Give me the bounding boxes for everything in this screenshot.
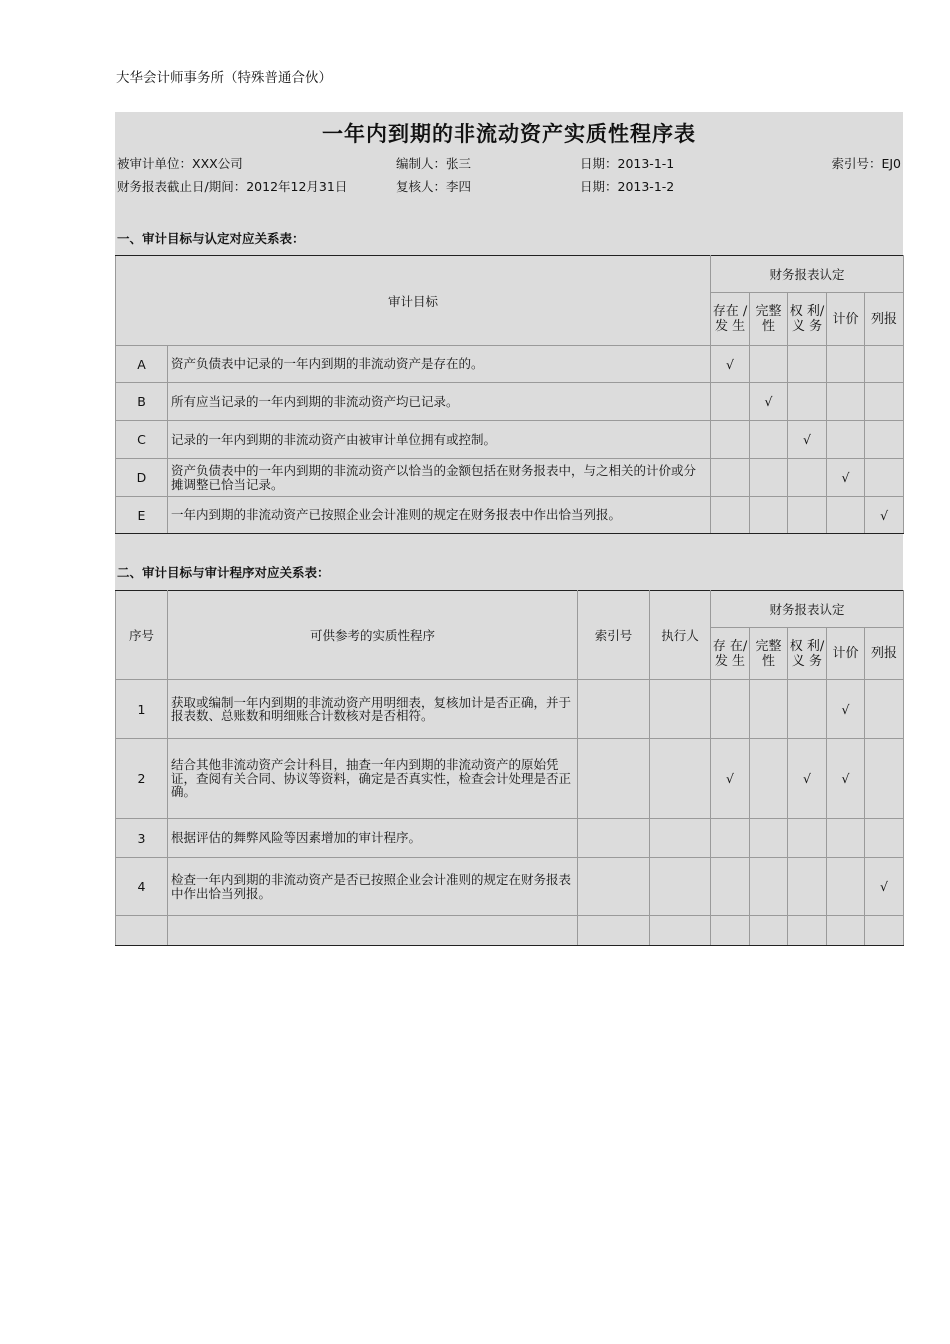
check-mark: √: [788, 421, 827, 459]
check-mark: [865, 459, 904, 497]
objective-id: A: [116, 346, 168, 383]
empty-cell: [116, 916, 168, 946]
procedure-no: 3: [116, 819, 168, 858]
check-mark: [865, 819, 904, 858]
objective-text: 资产负债表中记录的一年内到期的非流动资产是存在的。: [168, 346, 711, 383]
objective-id: E: [116, 497, 168, 534]
objective-procedure-table: [115, 590, 904, 946]
check-mark: [827, 383, 865, 421]
assertion-completeness: 完整 性: [750, 293, 788, 346]
assertion-presentation: 列报: [865, 293, 904, 346]
assertion-existence: 存 在/发 生: [711, 628, 750, 680]
section1-heading: 一、审计目标与认定对应关系表：: [117, 231, 305, 246]
check-mark: [865, 421, 904, 459]
check-mark: [711, 858, 750, 916]
check-mark: [788, 819, 827, 858]
reviewer: 复核人：李四: [396, 179, 472, 194]
check-mark: [711, 819, 750, 858]
procedure-text: 获取或编制一年内到期的非流动资产用明细表，复核加计是否正确，并于报表数、总账数和明细账合计数核对是否相符。: [168, 680, 578, 739]
assertion-existence: 存在 / 发 生: [711, 293, 750, 346]
assertion-rights: 权 利/义 务: [788, 628, 827, 680]
check-mark: √: [711, 346, 750, 383]
procedure-no: 4: [116, 858, 168, 916]
empty-cell: [827, 916, 865, 946]
check-mark: [750, 819, 788, 858]
empty-cell: [650, 916, 711, 946]
objective-text: 一年内到期的非流动资产已按照企业会计准则的规定在财务报表中作出恰当列报。: [168, 497, 711, 534]
ref-cell: [578, 680, 650, 739]
prepare-date: 日期：2013-1-1: [580, 156, 675, 171]
empty-cell: [578, 916, 650, 946]
check-mark: [865, 346, 904, 383]
check-mark: [750, 497, 788, 534]
table-row: [116, 497, 904, 534]
check-mark: √: [827, 680, 865, 739]
check-mark: [788, 459, 827, 497]
check-mark: [711, 680, 750, 739]
check-mark: [711, 459, 750, 497]
assertion-rights: 权 利/义 务: [788, 293, 827, 346]
objective-text: 资产负债表中的一年内到期的非流动资产以恰当的金额包括在财务报表中，与之相关的计价或分摊调整已恰当记录。: [168, 459, 711, 497]
check-mark: √: [711, 739, 750, 819]
ref-cell: [578, 858, 650, 916]
check-mark: [827, 858, 865, 916]
table-row: [116, 739, 904, 819]
table-row: [116, 346, 904, 383]
empty-cell: [750, 916, 788, 946]
table-row: [116, 680, 904, 739]
check-mark: √: [788, 739, 827, 819]
objective-id: B: [116, 383, 168, 421]
table-row: [116, 421, 904, 459]
executor-cell: [650, 819, 711, 858]
check-mark: [788, 383, 827, 421]
table-row: [116, 819, 904, 858]
ref-cell: [578, 739, 650, 819]
page-title: 一年内到期的非流动资产实质性程序表: [322, 122, 696, 146]
check-mark: [827, 421, 865, 459]
assertions-header: 财务报表认定: [711, 591, 904, 628]
check-mark: [711, 421, 750, 459]
check-mark: [750, 858, 788, 916]
check-mark: [788, 497, 827, 534]
check-mark: [750, 459, 788, 497]
executor-header: 执行人: [650, 591, 711, 680]
procedure-no: 1: [116, 680, 168, 739]
index-number: 索引号：EJ0: [831, 156, 901, 171]
check-mark: √: [750, 383, 788, 421]
worksheet: [115, 112, 903, 945]
check-mark: √: [865, 858, 904, 916]
check-mark: [750, 421, 788, 459]
check-mark: [750, 346, 788, 383]
check-mark: [750, 739, 788, 819]
objective-header: 审计目标: [116, 256, 711, 346]
executor-cell: [650, 739, 711, 819]
assertion-presentation: 列报: [865, 628, 904, 680]
empty-cell: [711, 916, 750, 946]
check-mark: √: [865, 497, 904, 534]
check-mark: [865, 680, 904, 739]
table-row-empty: [116, 916, 904, 946]
ref-cell: [578, 819, 650, 858]
check-mark: [865, 739, 904, 819]
check-mark: [788, 680, 827, 739]
firm-name: 大华会计师事务所（特殊普通合伙）: [116, 70, 332, 86]
preparer: 编制人：张三: [396, 156, 472, 171]
review-date: 日期：2013-1-2: [580, 179, 675, 194]
procedure-text: 检查一年内到期的非流动资产是否已按照企业会计准则的规定在财务报表中作出恰当列报。: [168, 858, 578, 916]
procedure-header: 可供参考的实质性程序: [168, 591, 578, 680]
assertion-completeness: 完整 性: [750, 628, 788, 680]
assertion-valuation: 计价: [827, 628, 865, 680]
procedure-text: 结合其他非流动资产会计科目，抽查一年内到期的非流动资产的原始凭证，查阅有关合同、协议等资料，确定是否真实性，检查会计处理是否正确。: [168, 739, 578, 819]
executor-cell: [650, 680, 711, 739]
objective-text: 所有应当记录的一年内到期的非流动资产均已记录。: [168, 383, 711, 421]
procedure-no: 2: [116, 739, 168, 819]
empty-cell: [788, 916, 827, 946]
objective-assertion-table: [115, 255, 904, 534]
report-period: 财务报表截止日/期间：2012年12月31日: [117, 179, 348, 194]
table-row: [116, 383, 904, 421]
check-mark: [865, 383, 904, 421]
check-mark: [750, 680, 788, 739]
check-mark: √: [827, 739, 865, 819]
assertion-valuation: 计价: [827, 293, 865, 346]
audited-entity: 被审计单位：XXX公司: [117, 156, 243, 171]
check-mark: [711, 383, 750, 421]
objective-id: C: [116, 421, 168, 459]
assertions-header: 财务报表认定: [711, 256, 904, 293]
table-row: [116, 459, 904, 497]
check-mark: [827, 497, 865, 534]
objective-id: D: [116, 459, 168, 497]
procedure-text: 根据评估的舞弊风险等因素增加的审计程序。: [168, 819, 578, 858]
check-mark: [788, 346, 827, 383]
check-mark: [827, 819, 865, 858]
section2-heading: 二、审计目标与审计程序对应关系表：: [117, 565, 330, 580]
table-row: [116, 858, 904, 916]
ref-header: 索引号: [578, 591, 650, 680]
objective-text: 记录的一年内到期的非流动资产由被审计单位拥有或控制。: [168, 421, 711, 459]
empty-cell: [168, 916, 578, 946]
check-mark: [788, 858, 827, 916]
check-mark: [711, 497, 750, 534]
executor-cell: [650, 858, 711, 916]
seq-header: 序号: [116, 591, 168, 680]
check-mark: √: [827, 459, 865, 497]
empty-cell: [865, 916, 904, 946]
check-mark: [827, 346, 865, 383]
